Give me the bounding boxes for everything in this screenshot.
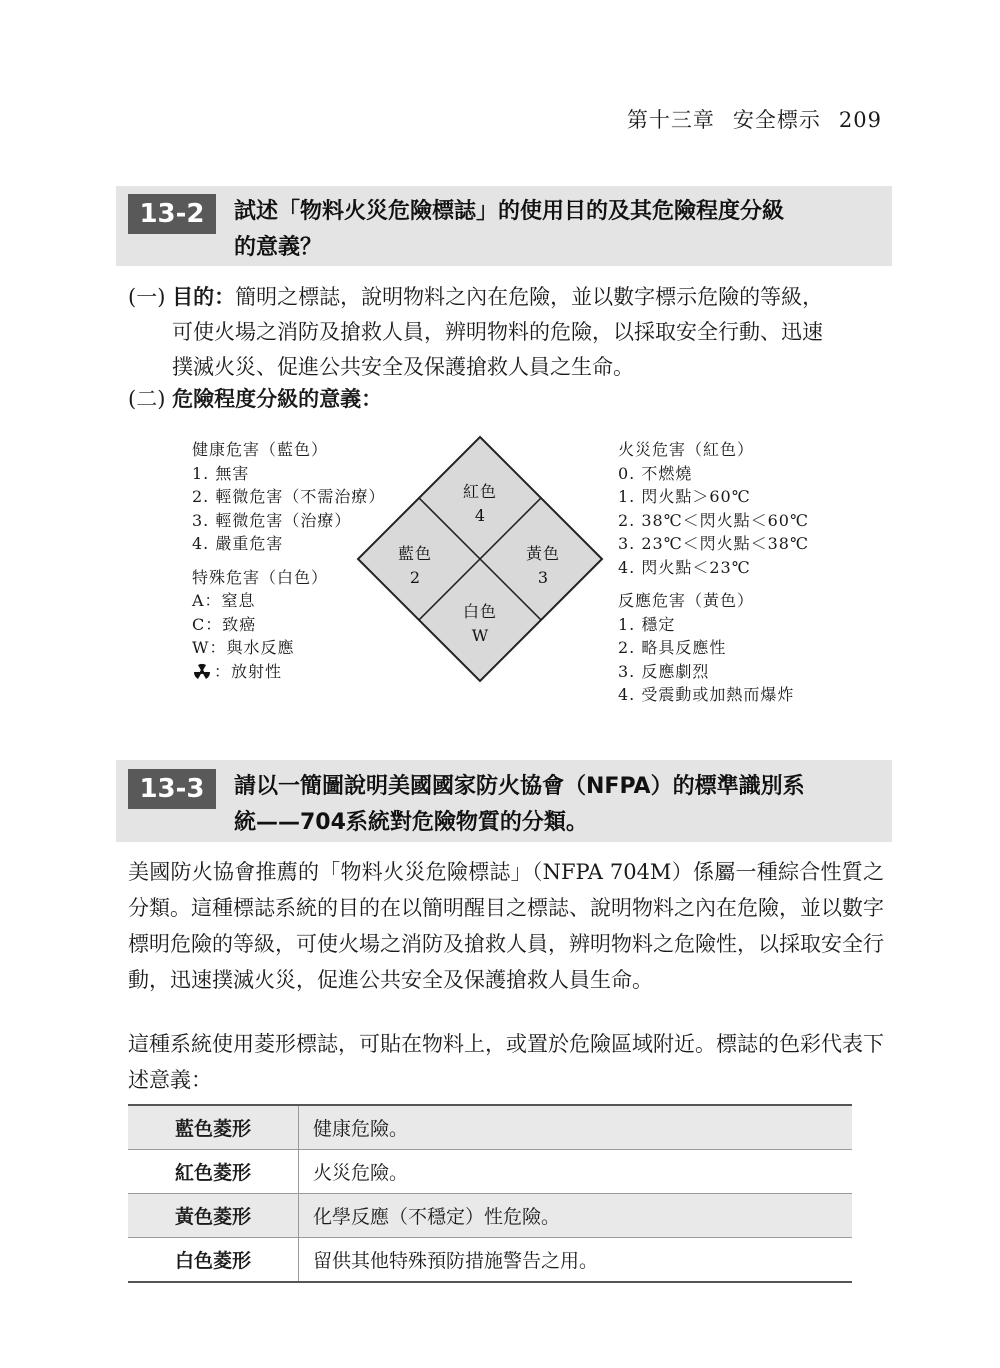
list-item: 2. 38℃＜閃火點＜60℃: [618, 510, 809, 530]
fire-hazard-title: 火災危害（紅色）: [618, 440, 755, 459]
meaning-cell: 火災危險。: [299, 1150, 853, 1194]
table-row: [128, 1238, 852, 1283]
list-item: W：與水反應: [192, 638, 295, 657]
list-item: C：致癌: [192, 614, 257, 634]
list-item: 1. 穩定: [618, 614, 676, 634]
list-item: 4. 閃火點＜23℃: [618, 557, 751, 577]
level-meaning-item: [128, 382, 888, 417]
diamond-top-label: 紅色: [462, 482, 498, 501]
question-number: 13-3: [128, 769, 216, 809]
diamond-left-label: 藍色: [397, 544, 433, 563]
radioactive-label: ：放射性: [214, 661, 283, 681]
question-band-13-2: [116, 186, 892, 266]
list-item: 2. 輕微危害（不需治療）: [192, 487, 386, 506]
question-band-13-3: [116, 760, 892, 842]
diamond-top-value: 4: [474, 506, 486, 525]
item-label: 目的：: [172, 285, 236, 309]
reactivity-hazard-title: 反應危害（黃色）: [618, 591, 755, 610]
list-item: 1. 閃火點＞60℃: [618, 487, 751, 506]
list-item: 0. 不燃燒: [618, 463, 693, 483]
list-item: 3. 輕微危害（治療）: [192, 510, 352, 530]
table-row: [128, 1150, 852, 1194]
meaning-cell: 留供其他特殊預防措施警告之用。: [299, 1238, 853, 1283]
item-label: 危險程度分級的意義：: [172, 387, 383, 411]
list-item: 3. 23℃＜閃火點＜38℃: [618, 534, 809, 553]
question-title-line-1: 試述「物料火災危險標誌」的使用目的及其危險程度分級: [234, 199, 785, 224]
question-title-line-2: 的意義？: [234, 235, 323, 260]
list-item: A：窒息: [192, 591, 256, 610]
table-row: [128, 1105, 852, 1150]
purpose-line-3: 撲滅火災、促進公共安全及保護搶救人員之生命。: [172, 355, 634, 379]
item-marker: (一): [128, 285, 166, 309]
diamond-bottom-label: 白色: [462, 602, 498, 621]
special-hazard-title: 特殊危害（白色）: [192, 567, 329, 587]
color-cell: 紅色菱形: [128, 1150, 299, 1194]
purpose-line-1: 簡明之標誌，說明物料之內在危險，並以數字標示危險的等級，: [235, 285, 824, 309]
list-item: 2. 略具反應性: [618, 638, 727, 657]
diamond-bottom-value: W: [471, 626, 489, 645]
list-item: 1. 無害: [192, 463, 250, 483]
diamond-right-value: 3: [537, 568, 549, 587]
purpose-line-2: 可使火場之消防及搶救人員，辨明物料的危險，以採取安全行動、迅速: [172, 320, 823, 344]
color-cell: 黃色菱形: [128, 1194, 299, 1238]
question-title: [234, 769, 878, 841]
body-paragraph-2: 這種系統使用菱形標誌，可貼在物料上，或置於危險區域附近。標誌的色彩代表下述意義：: [128, 1032, 884, 1092]
purpose-item: [128, 280, 888, 385]
color-cell: 白色菱形: [128, 1238, 299, 1283]
list-item: 3. 反應劇烈: [618, 661, 710, 681]
diamond-left-value: 2: [409, 568, 421, 587]
list-item: 4. 受震動或加熱而爆炸: [618, 685, 795, 704]
body-paragraph-1: 美國防火協會推薦的「物料火災危險標誌」（NFPA 704M）係屬一種綜合性質之分類。這種標誌系統的目的在以簡明醒目之標誌、說明物料之內在危險，並以數字標明危險的等級，可使火場之消防及搶救人員，辨明物料之危險性，以採取安全行動，迅速撲滅火災，促進公共安全及保護搶救人員生命。: [128, 860, 884, 992]
meaning-cell: 化學反應（不穩定）性危險。: [299, 1194, 853, 1238]
color-meaning-table: [128, 1104, 852, 1283]
color-cell: 藍色菱形: [128, 1105, 299, 1150]
diamond-right-label: 黃色: [525, 544, 561, 563]
item-marker: (二): [128, 387, 166, 411]
question-title-line-1: 請以一簡圖說明美國國家防火協會（NFPA）的標準識別系: [234, 774, 805, 799]
fire-hazard-list: [618, 438, 809, 707]
chapter-label: 第十三章: [626, 108, 715, 132]
page-number: 209: [838, 108, 882, 132]
radioactive-icon: [192, 662, 212, 680]
health-hazard-title: 健康危害（藍色）: [192, 440, 329, 459]
nfpa-diamond: [355, 435, 605, 687]
section-label: 安全標示: [732, 108, 821, 132]
question-title-line-2: 統——704系統對危險物質的分類。: [234, 810, 588, 835]
table-row: [128, 1194, 852, 1238]
question-number: 13-2: [128, 194, 216, 234]
meaning-cell: 健康危險。: [299, 1105, 853, 1150]
list-item: 4. 嚴重危害: [192, 534, 284, 553]
question-title: [234, 194, 878, 266]
running-header: [609, 104, 882, 134]
